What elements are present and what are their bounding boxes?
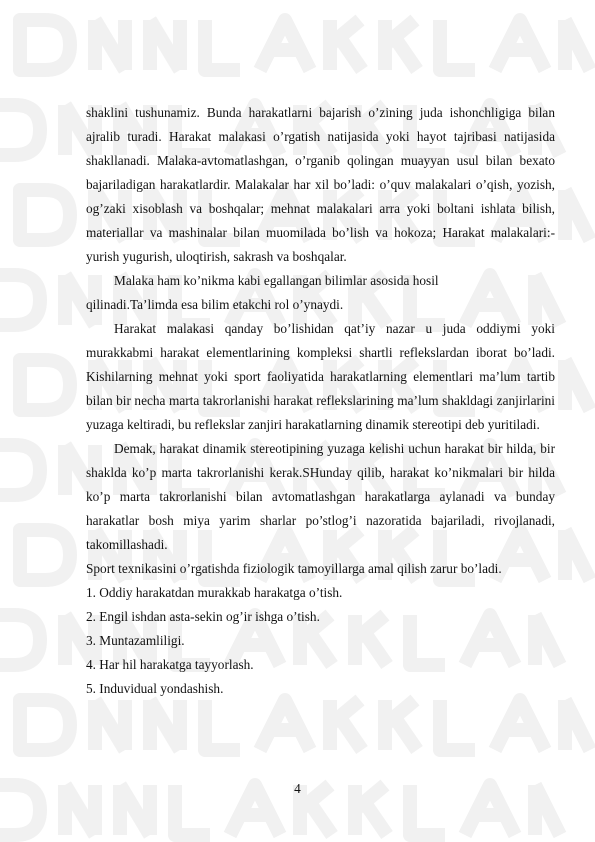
paragraph: Harakat malakasi qanday bo’lishidan qat’iy nazar u juda oddiymi yoki murakkabmi harakat elementlarining kompleksi shartli reflekslardan iborat bo’ladi. Kishilarning mehnat yoki sport faoliyatida harakatlarning elementlari ma’lum tartib bilan bir necha marta takrorlanishi harakat reflekslarining ma’lum shakldagi zanjirlarini yuzaga keltiradi, bu reflekslar zanjiri harakatlarning dinamik stereotipi deb yuritiladi. xyxy=(86,321,555,432)
list-item: 2. Engil ishdan asta-sekin og’ir ishga o’tish. xyxy=(86,609,320,624)
list-item: 4. Har hil harakatga tayyorlash. xyxy=(86,657,254,672)
page-number: 4 xyxy=(294,781,301,796)
paragraph: Sport texnikasini o’rgatishda fiziologik tamoyillarga amal qilish zarur bo’ladi. xyxy=(86,561,502,576)
paragraph: qilinadi.Ta’limda esa bilim etakchi rol o’ynaydi. xyxy=(86,297,344,312)
paragraph: Malaka ham ko’nikma kabi egallangan bilimlar asosida hosil xyxy=(114,273,439,288)
list-item: 3. Muntazamliligi. xyxy=(86,633,185,648)
paragraph: Demak, harakat dinamik stereotipining yuzaga kelishi uchun harakat bir hilda, bir shaklda ko’p marta takrorlanishi kerak.SHunday qilib, harakat ko’nikmalari bir hilda ko’p marta takrorlanishi bilan avtomatlashgan harakatlarga aylanadi va bunday harakatlar bosh miya yarim sharlar po’stlog’i nazoratida bajariladi, rivojlanadi, takomillashadi. xyxy=(86,441,555,552)
list-item: 5. Induvidual yondashish. xyxy=(86,681,224,696)
list-item: 1. Oddiy harakatdan murakkab harakatga o’tish. xyxy=(86,585,343,600)
document-body xyxy=(86,101,555,701)
paragraph: shaklini tushunamiz. Bunda harakatlarni bajarish o’zining juda ishonchligiga bilan ajralib turadi. Harakat malakasi o’rgatish natijasida yoki hayot tajribasi natijasida shakllanadi. Malaka-avtomatlashgan, o’rganib qolingan muayyan usul bilan bexato bajariladigan harakatlardir. Malakalar har xil bo’ladi: o’quv malakalari o’qish, yozish, og’zaki xisoblash va boshqalar; mehnat malakalari arra yoki boltani ishlata bilish, materiallar va mashinalar bilan muomilada bo’lish va hokoza; Harakat malakalari:- yurish yugurish, uloqtirish, sakrash va boshqalar. xyxy=(86,105,555,264)
